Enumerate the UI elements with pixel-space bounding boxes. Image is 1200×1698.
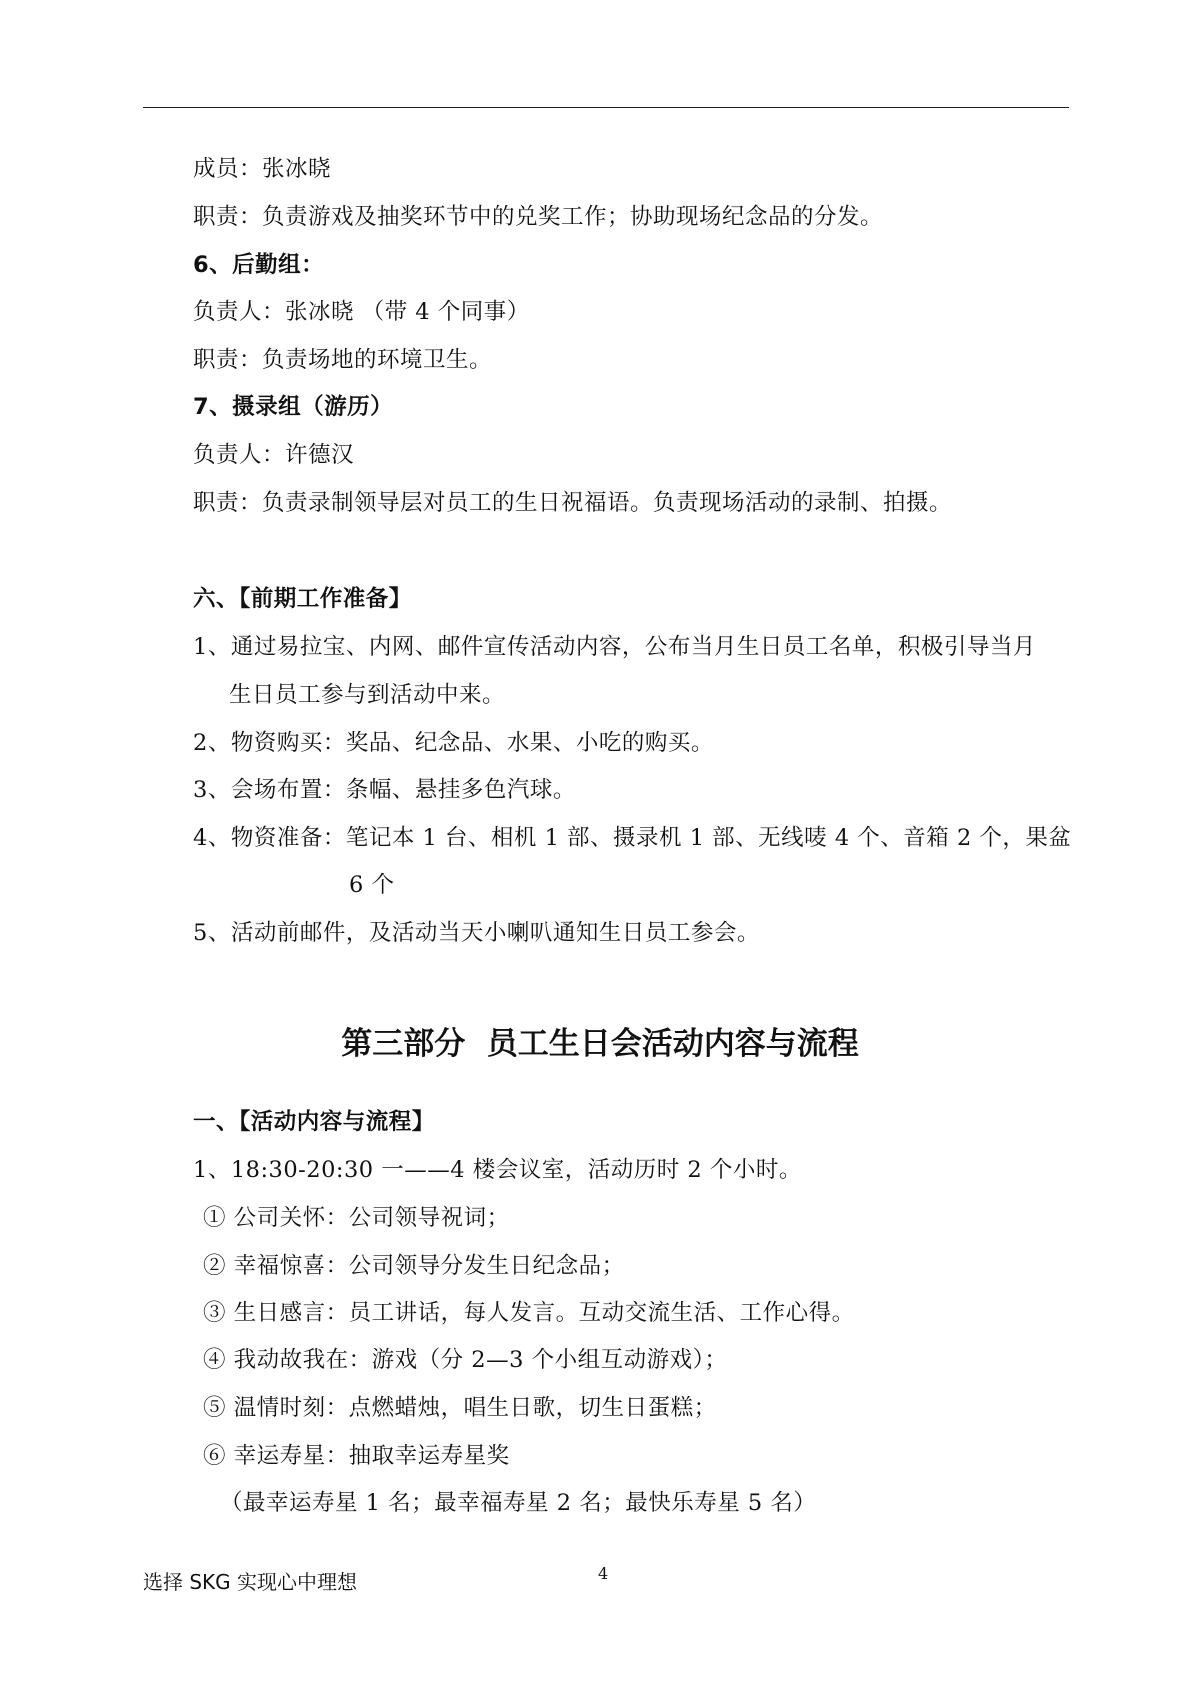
prep-heading: 六、【前期工作准备】	[193, 586, 412, 612]
logistics-lead-line: 负责人：张冰晓 （带 4 个同事）	[193, 299, 530, 325]
prep-item-5: 5、活动前邮件，及活动当天小喇叭通知生日员工参会。	[193, 920, 760, 946]
logistics-duty-line: 职责：负责场地的环境卫生。	[193, 347, 493, 373]
flow-step-2: ② 幸福惊喜：公司领导分发生日纪念品；	[203, 1253, 625, 1279]
member-line: 成员：张冰晓	[193, 156, 332, 182]
prep-item-2: 2、物资购买：奖品、纪念品、水果、小吃的购买。	[193, 730, 714, 756]
flow-step-3: ③ 生日感言：员工讲话，每人发言。互动交流生活、工作心得。	[203, 1300, 855, 1326]
part-title: 第三部分 员工生日会活动内容与流程	[341, 1026, 859, 1062]
flow-step-6-note: （最幸运寿星 1 名；最幸福寿星 2 名；最快乐寿星 5 名）	[220, 1490, 817, 1516]
page-number: 4	[598, 1564, 609, 1583]
duty-line-prize: 职责：负责游戏及抽奖环节中的兑奖工作；协助现场纪念品的分发。	[193, 204, 884, 230]
flow-time-line: 1、18:30-20:30 一——4 楼会议室，活动历时 2 个小时。	[193, 1157, 802, 1183]
prep-item-1: 1、通过易拉宝、内网、邮件宣传活动内容，公布当月生日员工名单，积极引导当月	[193, 634, 1036, 660]
prep-item-3: 3、会场布置：条幅、悬挂多色汽球。	[193, 777, 576, 803]
recording-lead-line: 负责人：许德汉	[193, 442, 355, 468]
recording-duty-line: 职责：负责录制领导层对员工的生日祝福语。负责现场活动的录制、拍摄。	[193, 490, 953, 516]
section-recording-heading: 7、摄录组（游历）	[193, 394, 394, 420]
header-rule	[143, 107, 1069, 108]
prep-item-4: 4、物资准备：笔记本 1 台、相机 1 部、摄录机 1 部、无线唛 4 个、音箱 2 个，果盆	[193, 825, 1072, 851]
flow-heading: 一、【活动内容与流程】	[193, 1109, 435, 1135]
flow-step-1: ① 公司关怀：公司领导祝词；	[203, 1205, 510, 1231]
flow-step-5: ⑤ 温情时刻：点燃蜡烛，唱生日歌，切生日蛋糕；	[203, 1395, 717, 1421]
flow-step-4: ④ 我动故我在：游戏（分 2—3 个小组互动游戏）；	[203, 1347, 728, 1373]
flow-step-6: ⑥ 幸运寿星：抽取幸运寿星奖	[203, 1443, 510, 1469]
prep-item-1-cont: 生日员工参与到活动中来。	[229, 682, 506, 708]
footer-slogan: 选择 SKG 实现心中理想	[143, 1570, 358, 1594]
prep-item-4-cont: 6 个	[349, 872, 395, 898]
section-logistics-heading: 6、后勤组：	[193, 252, 325, 278]
